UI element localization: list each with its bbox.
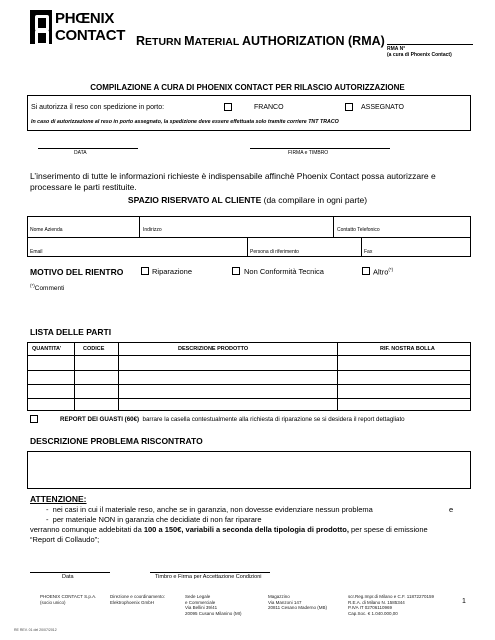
footer-warehouse: Magazzino Via Manzoni 147 20811 Cesano Maderno (MB): [268, 594, 327, 610]
table-row[interactable]: [28, 370, 470, 371]
attention-report-text: “Report di Collaudo”;: [30, 535, 100, 544]
footer-direction: Direzione e coordinamento: Elektrophoenix GmbH: [110, 594, 166, 605]
rma-number-label: RMA N° (a cura di Phoenix Contact): [387, 46, 452, 58]
logo-text-line2: CONTACT: [55, 27, 126, 44]
footer-company: PHOENIX CONTACT S.p.A. (socio unico): [40, 594, 97, 605]
reason-heading: MOTIVO DEL RIENTRO: [30, 267, 124, 277]
attention-heading: ATTENZIONE:: [30, 494, 87, 504]
col-header-code: CODICE: [83, 346, 105, 352]
phoenix-contact-logo: [30, 8, 130, 48]
assegnato-checkbox[interactable]: [345, 103, 353, 111]
problem-description-box[interactable]: [27, 451, 471, 489]
attention-bullet-1-tail: e: [449, 505, 454, 514]
rma-number-field[interactable]: [387, 44, 473, 45]
document-revision: RE REV. 01 del 20/07/2012: [14, 628, 57, 632]
col-divider: [118, 343, 119, 410]
page-number: 1: [462, 598, 466, 605]
auth-date-label: DATA: [74, 150, 87, 156]
assegnato-label: ASSEGNATO: [361, 104, 404, 111]
other-label: Altro(*): [373, 267, 394, 277]
auth-signature-field[interactable]: [250, 148, 390, 149]
acceptance-signature-field[interactable]: [150, 572, 270, 573]
authorization-heading: COMPILAZIONE A CURA DI PHOENIX CONTACT PER RILASCIO AUTORIZZAZIONE: [90, 83, 405, 92]
repair-label: Riparazione: [152, 267, 193, 276]
col-divider: [337, 343, 338, 410]
parts-heading: LISTA DELLE PARTI: [30, 327, 112, 337]
franco-label: FRANCO: [254, 104, 284, 111]
franco-checkbox[interactable]: [224, 103, 232, 111]
address-field[interactable]: Indirizzo: [140, 217, 334, 237]
nonconformity-label: Non Conformità Tecnica: [244, 267, 324, 276]
footer-registry: scr.Reg.Impr.di Milano e C.F. 11872270159 R.E.A. di Milano N. 1585344 P.IVA IT 02706110969 Cap.Soc. € 1.040.000,00: [348, 594, 434, 616]
nonconformity-checkbox[interactable]: [232, 267, 240, 275]
auth-date-field[interactable]: [38, 148, 138, 149]
col-header-delivery-note: RIF. NOSTRA BOLLA: [380, 346, 435, 352]
contact-person-field[interactable]: Persona di riferimento: [248, 237, 362, 257]
page-title: RETURN MATERIAL AUTHORIZATION (RMA): [136, 34, 385, 48]
acceptance-signature-label: Timbro e Firma per Accettazione Condizioni: [155, 574, 262, 580]
shipping-question: Si autorizza il reso con spedizione in porto:: [31, 104, 165, 111]
date-signature-field[interactable]: [30, 572, 110, 573]
report-text: REPORT DEI GUASTI (60€) barrare la casella contestualmente alla richiesta di riparazione se si desidera il report dettagliato: [60, 416, 405, 423]
client-section-heading: SPAZIO RISERVATO AL CLIENTE (da compilare in ogni parte): [127, 195, 368, 205]
col-header-quantity: QUANTITA’: [32, 346, 62, 352]
other-checkbox[interactable]: [362, 267, 370, 275]
date-signature-label: Data: [62, 574, 74, 580]
table-row[interactable]: [28, 398, 470, 399]
logo-text-line1: PHŒNIX: [55, 10, 115, 27]
client-info-grid: [27, 216, 471, 257]
parts-table: [27, 342, 471, 411]
col-divider: [74, 343, 75, 410]
authorization-box: [27, 95, 471, 131]
fax-field[interactable]: Fax: [364, 249, 373, 255]
phone-field[interactable]: Contatto Telefonico: [337, 227, 380, 233]
auth-signature-label: FIRMA e TIMBRO: [288, 150, 329, 156]
comments-label: (*)Commenti: [30, 283, 65, 293]
repair-checkbox[interactable]: [141, 267, 149, 275]
report-checkbox[interactable]: [30, 415, 38, 423]
logo-mark-icon: [30, 10, 52, 44]
table-row[interactable]: [28, 384, 470, 385]
attention-bullet-1: - nei casi in cui il materiale reso, anche se in garanzia, non dovesse evidenziare nessun problema: [46, 505, 373, 514]
email-field[interactable]: Email: [28, 237, 248, 257]
problem-heading: DESCRIZIONE PROBLEMA RISCONTRATO: [30, 436, 203, 446]
attention-bullet-2: - per materiale NON in garanzia che decidiate di non far riparare: [46, 515, 262, 524]
company-name-field[interactable]: Nome Azienda: [28, 217, 140, 237]
footer-legal-office: Sede Legale e Commerciale Via Bellini 39/41 20095 Cusano Milanino (MI): [185, 594, 242, 616]
shipping-note: In caso di autorizzazione al reso in porto assegnato, la spedizione deve essere effettuata solo tramite corriere TNT TRACO: [31, 119, 339, 125]
intro-text: L’inserimento di tutte le informazioni richieste è indispensabile affinchè Phoenix Contact possa autorizzare e processare le parti restituite.: [30, 171, 436, 192]
attention-charge-text: verranno comunque addebitati da 100 a 150€, variabili a seconda della tipologia di prodotto, per spese di emissione: [30, 525, 428, 534]
col-header-description: DESCRIZIONE PRODOTTO: [178, 346, 249, 352]
